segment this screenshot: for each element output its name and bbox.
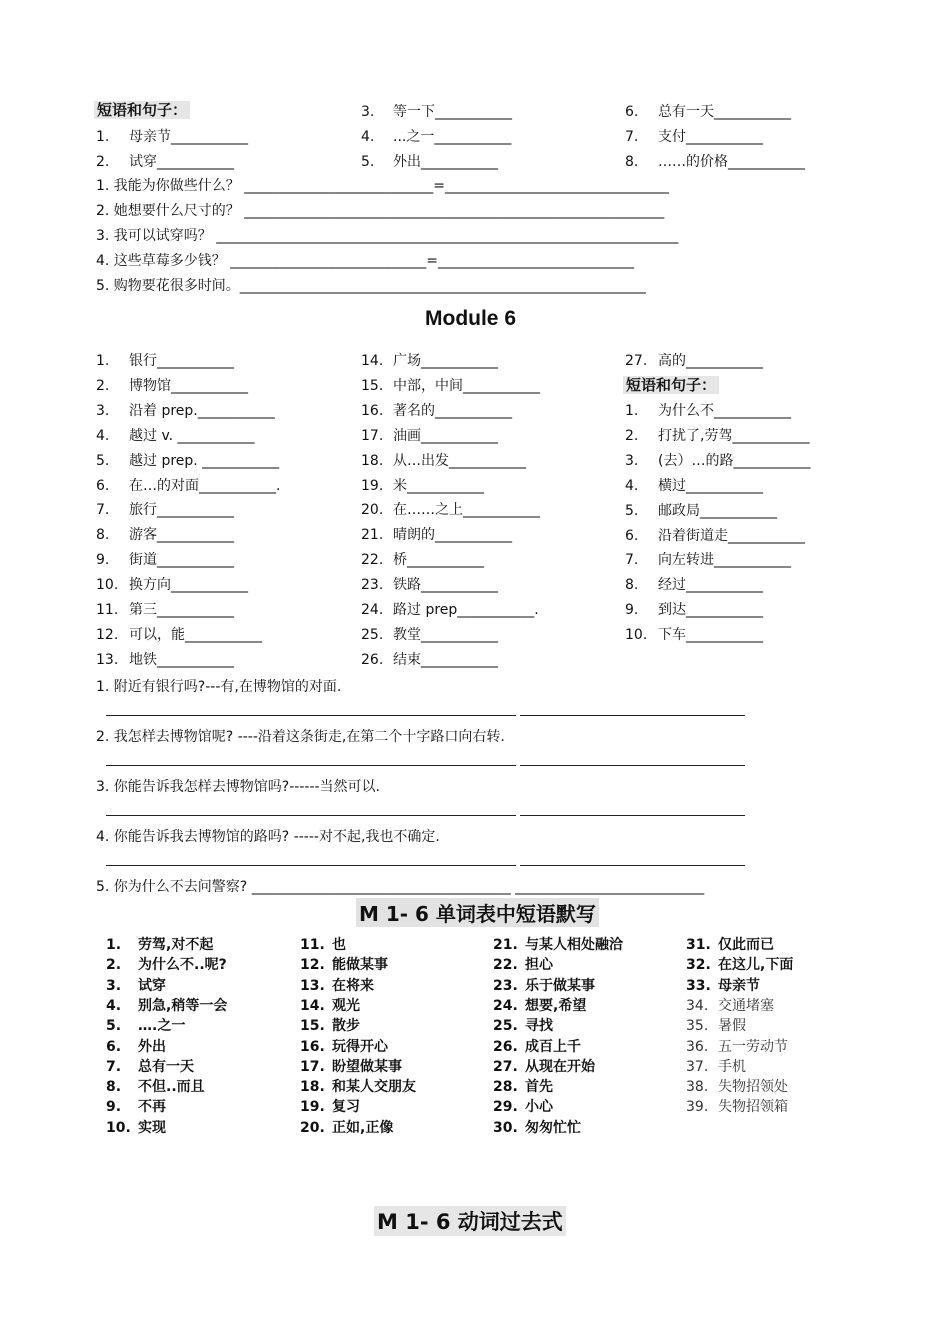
vocab-item: [96, 477, 280, 495]
dictation-item: [300, 954, 388, 974]
item-number: 23.: [493, 977, 518, 994]
dictation-item: [106, 1015, 185, 1035]
item-number: 33.: [686, 977, 711, 994]
item-text: 博物馆___________: [129, 377, 248, 394]
item-number: 10.: [625, 627, 648, 644]
phrase-item: [625, 402, 791, 420]
dictation-item: [686, 1076, 788, 1096]
item-number: 35.: [686, 1018, 709, 1035]
vocab-item: [361, 526, 512, 544]
item-number: 29.: [493, 1099, 518, 1116]
item-number: 26.: [361, 651, 384, 668]
item-number: 16.: [300, 1038, 325, 1055]
vocab-item: [361, 601, 539, 619]
item-text: 支付___________: [658, 129, 763, 145]
item-number: 20.: [300, 1119, 325, 1136]
item-text: 打扰了,劳驾___________: [658, 427, 810, 444]
dictation-item: [300, 995, 360, 1015]
dictation-item: [300, 1056, 402, 1076]
section-heading: 短语和句子：: [94, 101, 190, 119]
item-text: 能做某事: [332, 957, 388, 974]
vocab-item: [96, 576, 248, 594]
dictation-title: M 1- 6 单词表中短语默写: [356, 898, 599, 927]
phrase-item: [625, 527, 805, 545]
item-number: 21.: [493, 937, 518, 953]
item-number: 15.: [361, 377, 384, 394]
item-number: 37.: [686, 1058, 709, 1075]
dictation-item: [300, 1036, 388, 1056]
item-text: 著名的___________: [393, 402, 512, 419]
item-text: 首先: [525, 1079, 553, 1096]
answer-line: [106, 765, 516, 766]
item-text: 横过___________: [658, 477, 763, 494]
vocab-item: [361, 626, 498, 644]
item-text: 高的___________: [658, 353, 763, 369]
item-number: 11.: [96, 602, 119, 618]
sentence-item: 5. 购物要花很多时间。__________________________________________________________: [96, 278, 646, 294]
item-text: 路过 prep___________.: [393, 602, 539, 618]
item-number: 30.: [493, 1119, 518, 1136]
item-number: 18.: [300, 1079, 325, 1096]
item-text: 不但..而且: [138, 1079, 205, 1096]
item-text: 正如,正像: [332, 1119, 394, 1136]
dictation-item: [493, 995, 586, 1015]
dictation-item: [686, 934, 774, 954]
item-number: 16.: [361, 402, 384, 419]
question-item: 1. 附近有银行吗?---有,在博物馆的对面.: [96, 679, 342, 695]
item-text: 手机: [718, 1058, 746, 1075]
vocab-item: [96, 452, 279, 470]
phrase-item: [361, 128, 511, 146]
item-text: 外出: [138, 1038, 166, 1055]
dictation-item: [106, 1096, 166, 1116]
item-number: 19.: [300, 1099, 325, 1116]
item-number: 4.: [106, 997, 122, 1014]
item-number: 3.: [361, 104, 375, 120]
item-text: 游客___________: [129, 527, 234, 544]
item-number: 39.: [686, 1099, 709, 1116]
dictation-item: [106, 975, 166, 995]
item-text: 邮政局___________: [658, 502, 777, 519]
dictation-item: [493, 1117, 581, 1137]
item-number: 6.: [96, 477, 110, 494]
item-text: 晴朗的___________: [393, 527, 512, 544]
phrase-item: [625, 551, 791, 569]
item-number: 2.: [106, 957, 122, 974]
phrase-item: [625, 452, 810, 470]
item-number: 34.: [686, 997, 709, 1014]
sentence-item: 3. 我可以试穿吗？ __________________________________________________________________: [96, 228, 679, 244]
item-number: 8.: [96, 527, 110, 544]
dictation-item: [300, 1096, 360, 1116]
item-number: 1.: [106, 937, 122, 953]
vocab-item: [96, 427, 255, 445]
item-number: 17.: [300, 1058, 325, 1075]
item-text: 外出___________: [393, 154, 498, 170]
item-text: 到达___________: [658, 602, 763, 619]
item-text: 交通堵塞: [718, 997, 774, 1014]
item-number: 7.: [625, 129, 639, 145]
item-text: 匆匆忙忙: [525, 1119, 581, 1136]
item-number: 24.: [361, 602, 384, 618]
item-number: 4.: [361, 129, 375, 145]
item-text: 街道___________: [129, 552, 234, 569]
item-number: 6.: [625, 527, 639, 544]
vocab-item: [96, 651, 234, 669]
dictation-item: [300, 975, 374, 995]
item-text: 玩得开心: [332, 1038, 388, 1055]
item-text: 等一下___________: [393, 104, 512, 120]
vocab-item: [361, 352, 498, 370]
item-text: 别急,稍等一会: [138, 997, 228, 1014]
item-text: 总有一天___________: [658, 104, 791, 120]
phrase-item: [625, 153, 805, 171]
footer-title: M 1- 6 动词过去式: [374, 1206, 566, 1236]
item-number: 23.: [361, 577, 384, 594]
phrase-item: [625, 103, 791, 121]
vocab-item: [96, 352, 234, 370]
item-number: 32.: [686, 957, 711, 974]
item-number: 22.: [493, 957, 518, 974]
dictation-item: [106, 1117, 166, 1137]
phrase-item: [625, 601, 763, 619]
phrase-item: [625, 502, 777, 520]
item-number: 2.: [625, 427, 639, 444]
vocab-item: [96, 501, 234, 519]
item-text: 地铁___________: [129, 651, 234, 668]
item-number: 9.: [96, 552, 110, 569]
item-number: 11.: [300, 937, 325, 953]
item-text: 广场___________: [393, 353, 498, 369]
item-text: 下车___________: [658, 627, 763, 644]
item-text: 失物招领箱: [718, 1099, 788, 1116]
item-number: 12.: [300, 957, 325, 974]
vocab-item: [361, 501, 540, 519]
item-number: 22.: [361, 552, 384, 569]
dictation-item: [106, 995, 227, 1015]
vocab-item: [361, 477, 484, 495]
item-number: 14.: [361, 353, 384, 369]
dictation-item: [686, 954, 793, 974]
answer-line: [520, 765, 745, 766]
item-text: 为什么不___________: [658, 403, 791, 419]
section-heading: 短语和句子：: [623, 376, 719, 394]
item-text: 乐于做某事: [525, 977, 595, 994]
item-text: 寻找: [525, 1018, 553, 1035]
item-text: 劳驾,对不起: [138, 937, 214, 953]
item-text: 仅此而已: [718, 937, 774, 953]
phrase-item: [361, 153, 498, 171]
item-text: 五一劳动节: [718, 1038, 788, 1055]
item-text: 铁路___________: [393, 577, 498, 594]
dictation-item: [300, 1117, 393, 1137]
item-number: 38.: [686, 1079, 709, 1096]
phrase-item: [625, 576, 763, 594]
item-text: ….之一: [138, 1018, 186, 1035]
item-text: 中部，中间___________: [393, 377, 540, 394]
item-text: 在将来: [332, 977, 374, 994]
item-number: 28.: [493, 1079, 518, 1096]
answer-line: [520, 815, 745, 816]
item-number: 9.: [106, 1099, 122, 1116]
item-number: 1.: [96, 129, 110, 145]
dictation-item: [493, 1036, 581, 1056]
item-number: 27.: [625, 353, 648, 369]
item-text: 实现: [138, 1119, 166, 1136]
dictation-item: [686, 975, 760, 995]
dictation-item: [493, 954, 553, 974]
answer-line: [520, 715, 745, 716]
vocab-item: [361, 377, 540, 395]
item-number: 7.: [106, 1058, 122, 1075]
item-number: 31.: [686, 937, 711, 953]
item-number: 3.: [625, 452, 639, 469]
item-number: 20.: [361, 502, 384, 519]
item-number: 3.: [96, 402, 110, 419]
vocab-item: [361, 402, 512, 420]
answer-line: [106, 815, 516, 816]
item-text: 在…的对面___________.: [129, 477, 281, 494]
dictation-item: [686, 995, 774, 1015]
item-number: 10.: [96, 577, 119, 594]
dictation-item: [106, 1036, 166, 1056]
item-text: 试穿: [138, 977, 166, 994]
item-text: 可以，能___________: [129, 626, 262, 643]
module-title: Module 6: [425, 307, 517, 330]
item-text: 在这儿,下面: [718, 957, 794, 974]
item-text: 复习: [332, 1099, 360, 1116]
dictation-item: [686, 1015, 746, 1035]
dictation-item: [300, 1015, 360, 1035]
phrase-item: [361, 103, 512, 121]
item-number: 17.: [361, 427, 384, 444]
item-text: 母亲节: [718, 977, 760, 994]
item-text: 成百上千: [525, 1038, 581, 1055]
item-number: 24.: [493, 997, 518, 1014]
item-text: 从…出发___________: [393, 452, 526, 469]
item-text: 结束___________: [393, 651, 498, 668]
item-number: 5.: [625, 502, 639, 519]
vocab-item: [96, 551, 234, 569]
item-text: 试穿___________: [129, 154, 234, 170]
dictation-item: [493, 1076, 553, 1096]
item-number: 5.: [96, 452, 110, 469]
item-number: 13.: [300, 977, 325, 994]
item-text: 换方向___________: [129, 577, 248, 594]
question-item: 3. 你能告诉我怎样去博物馆吗?------当然可以.: [96, 779, 380, 795]
item-text: 从现在开始: [525, 1058, 595, 1075]
vocab-item: [361, 452, 526, 470]
sentence-item: 4. 这些草莓多少钱？ ____________________________=____________________________: [96, 253, 634, 269]
item-text: 沿着街道走___________: [658, 527, 805, 544]
vocab-item: [96, 402, 275, 420]
item-text: 银行___________: [129, 353, 234, 369]
sentence-item: 1. 我能为你做些什么？ ___________________________=________________________________: [96, 178, 669, 194]
item-text: 为什么不..呢?: [138, 957, 227, 974]
item-number: 9.: [625, 602, 639, 619]
item-number: 1.: [625, 403, 639, 419]
item-text: 总有一天: [138, 1058, 194, 1075]
item-number: 19.: [361, 477, 384, 494]
item-number: 18.: [361, 452, 384, 469]
item-text: 小心: [525, 1099, 553, 1116]
phrase-item: [625, 128, 763, 146]
item-text: 油画___________: [393, 427, 498, 444]
item-text: 第三___________: [129, 602, 234, 618]
dictation-item: [493, 934, 623, 954]
item-text: (去）…的路___________: [658, 452, 811, 469]
item-text: 桥___________: [393, 552, 484, 569]
item-text: 教堂___________: [393, 626, 498, 643]
item-number: 27.: [493, 1058, 518, 1075]
item-text: 和某人交朋友: [332, 1079, 416, 1096]
item-text: 母亲节___________: [129, 129, 248, 145]
vocab-item: [361, 651, 498, 669]
item-text: 经过___________: [658, 577, 763, 594]
item-number: 6.: [625, 104, 639, 120]
question-item: 4. 你能告诉我去博物馆的路吗? -----对不起,我也不确定.: [96, 829, 440, 845]
vocab-item: [96, 377, 248, 395]
item-text: 散步: [332, 1018, 360, 1035]
question-item: 5. 你为什么不去问警察? _____________________________________ ___________________________: [96, 879, 705, 895]
answer-line: [106, 865, 516, 866]
item-text: ……的价格___________: [658, 154, 805, 170]
item-text: 担心: [525, 957, 553, 974]
item-text: 盼望做某事: [332, 1058, 402, 1075]
vocab-item: [361, 576, 498, 594]
item-number: 2.: [96, 154, 110, 170]
item-number: 7.: [625, 552, 639, 569]
phrase-item: [625, 427, 809, 445]
dictation-item: [493, 975, 595, 995]
item-text: 越过 v. ___________: [129, 427, 255, 444]
item-number: 21.: [361, 527, 384, 544]
dictation-item: [106, 1056, 194, 1076]
phrase-item: [96, 153, 234, 171]
item-number: 15.: [300, 1018, 325, 1035]
dictation-item: [493, 1056, 595, 1076]
item-text: ...之一___________: [393, 129, 512, 145]
item-text: 沿着 prep.___________: [129, 402, 275, 419]
item-number: 4.: [625, 477, 639, 494]
item-number: 8.: [625, 577, 639, 594]
item-text: 观光: [332, 997, 360, 1014]
item-text: 在……之上___________: [393, 502, 540, 519]
item-text: 向左转进___________: [658, 552, 791, 569]
item-number: 7.: [96, 502, 110, 519]
dictation-item: [300, 934, 346, 954]
item-number: 14.: [300, 997, 325, 1014]
vocab-item: [361, 427, 498, 445]
vocab-item: [96, 526, 234, 544]
dictation-item: [493, 1015, 553, 1035]
item-text: 也: [332, 937, 346, 953]
item-text: 失物招领处: [718, 1079, 788, 1096]
item-number: 6.: [106, 1038, 122, 1055]
item-number: 5.: [361, 154, 375, 170]
item-number: 8.: [106, 1079, 122, 1096]
answer-line: [520, 865, 745, 866]
dictation-item: [493, 1096, 553, 1116]
item-number: 25.: [493, 1018, 518, 1035]
item-text: 与某人相处融洽: [525, 937, 623, 953]
question-item: 2. 我怎样去博物馆呢? ----沿着这条街走,在第二个十字路口向右转.: [96, 729, 505, 745]
item-text: 不再: [138, 1099, 166, 1116]
item-number: 13.: [96, 651, 119, 668]
phrase-item: [96, 128, 248, 146]
dictation-item: [686, 1096, 788, 1116]
item-number: 25.: [361, 626, 384, 643]
item-number: 3.: [106, 977, 122, 994]
item-number: 36.: [686, 1038, 709, 1055]
item-number: 12.: [96, 626, 119, 643]
item-text: 米___________: [393, 477, 484, 494]
vocab-item: [96, 601, 234, 619]
item-number: 5.: [106, 1018, 122, 1035]
item-number: 8.: [625, 154, 639, 170]
item-text: 旅行___________: [129, 502, 234, 519]
answer-line: [106, 715, 516, 716]
sentence-item: 2. 她想要什么尺寸的？ ____________________________________________________________: [96, 203, 665, 219]
vocab-item: [361, 551, 484, 569]
phrase-item: [625, 626, 763, 644]
dictation-item: [106, 954, 227, 974]
dictation-item: [686, 1056, 746, 1076]
item-number: 1.: [96, 353, 110, 369]
item-text: 想要,希望: [525, 997, 587, 1014]
dictation-item: [686, 1036, 788, 1056]
dictation-item: [300, 1076, 416, 1096]
phrase-item: [625, 477, 763, 495]
item-number: 2.: [96, 377, 110, 394]
dictation-item: [106, 1076, 205, 1096]
item-number: 4.: [96, 427, 110, 444]
item-number: 10.: [106, 1119, 131, 1136]
vocab-item: [96, 626, 262, 644]
vocab-item: [625, 352, 763, 370]
item-text: 越过 prep. ___________: [129, 452, 280, 469]
dictation-item: [106, 934, 213, 954]
item-number: 26.: [493, 1038, 518, 1055]
item-text: 暑假: [718, 1018, 746, 1035]
